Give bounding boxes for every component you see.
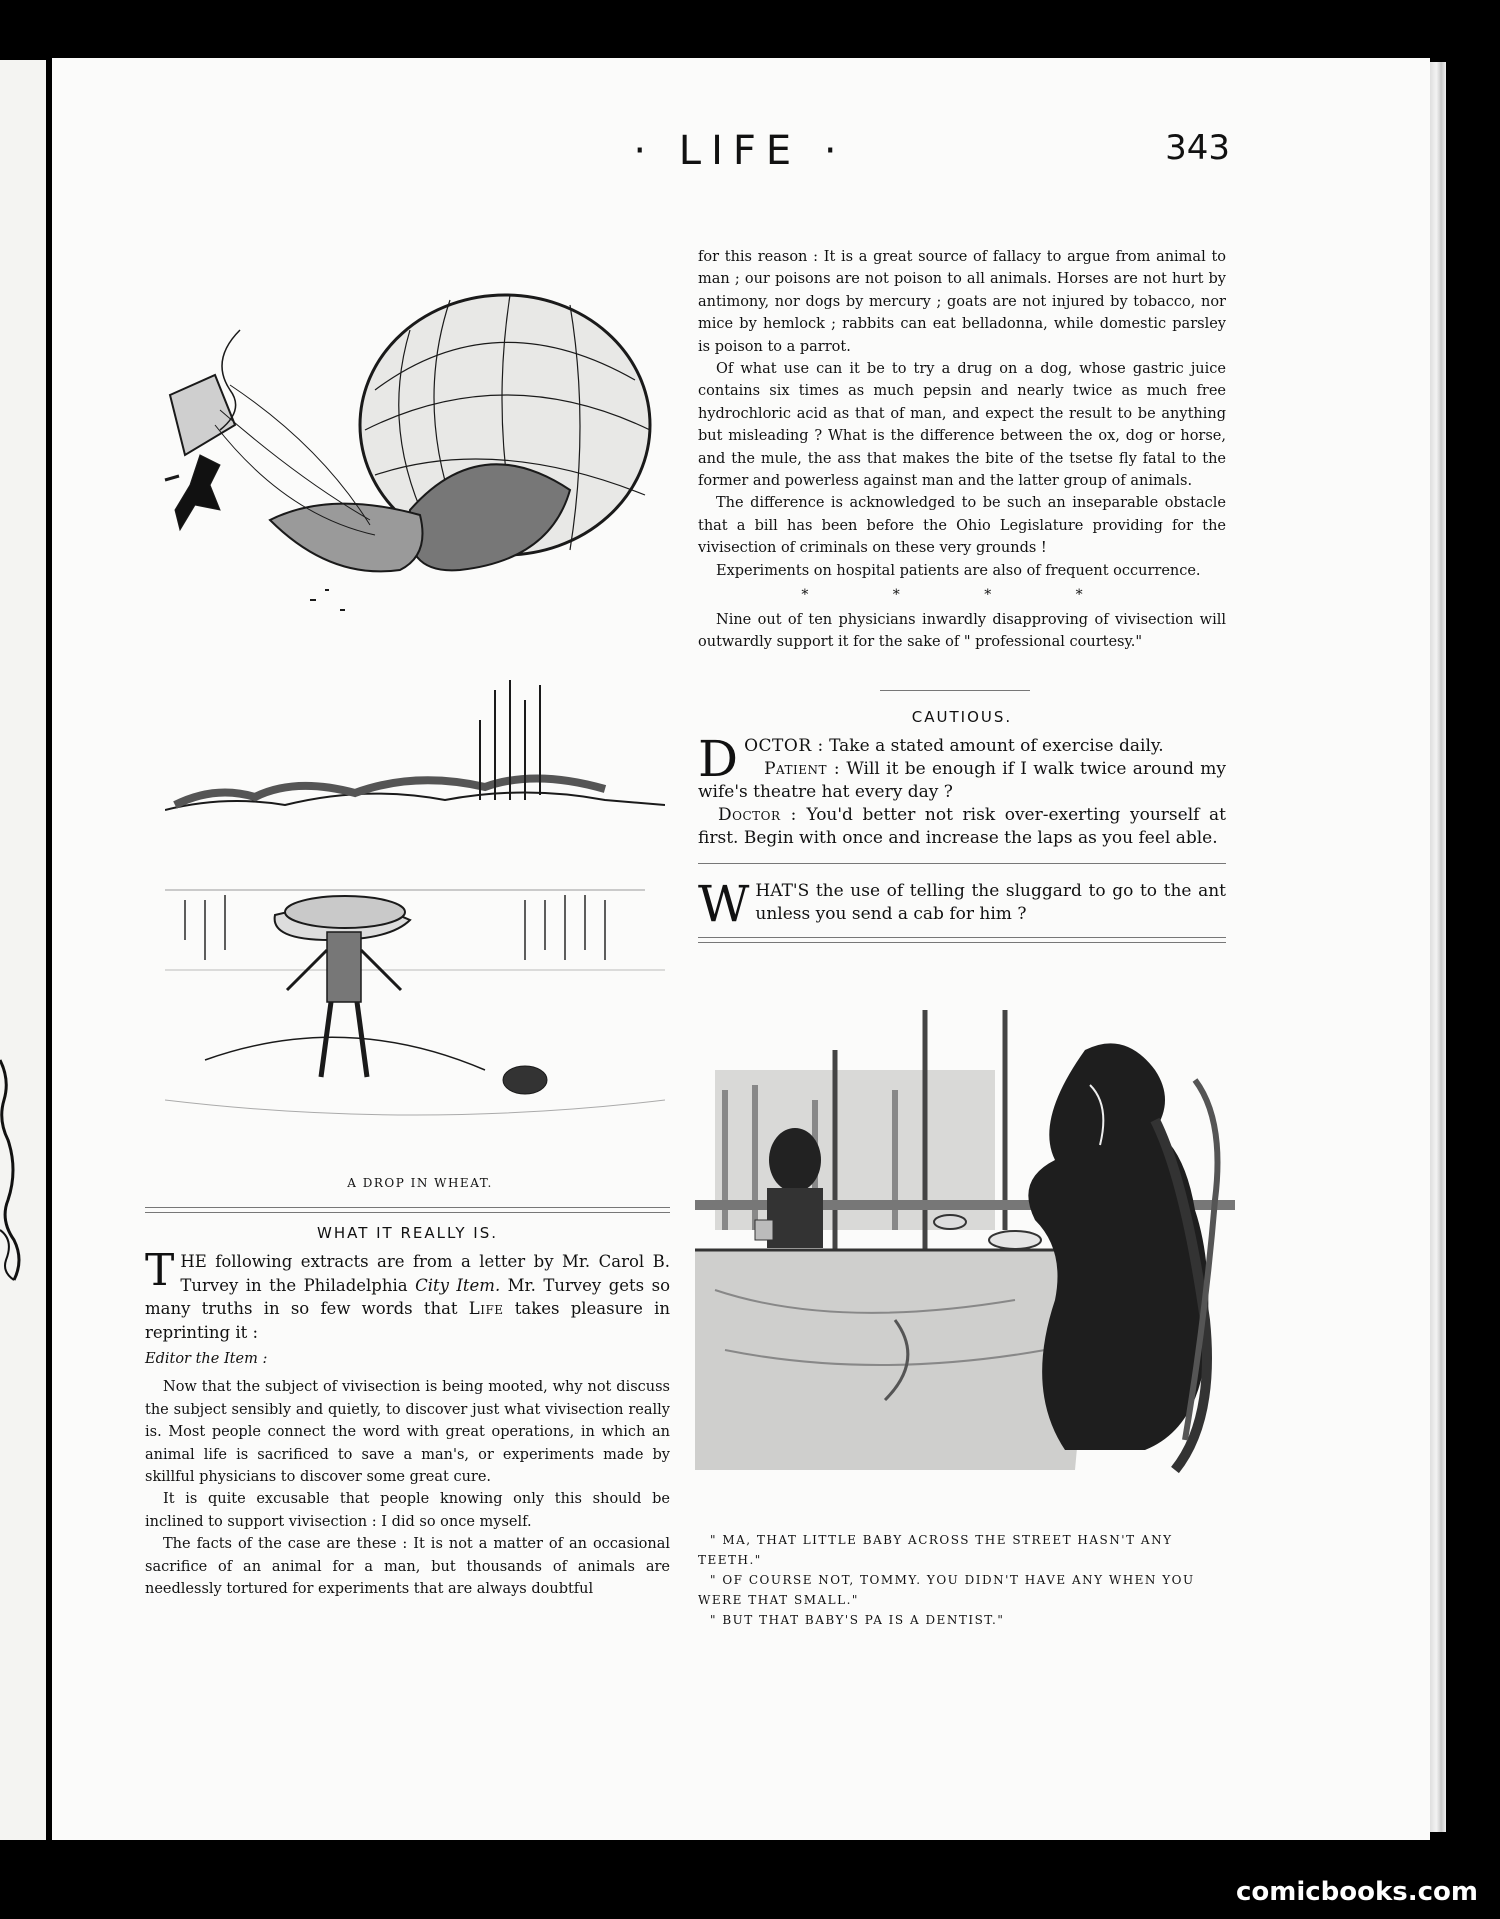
wheat-illustration-caption: A DROP IN WHEAT. xyxy=(347,1176,493,1190)
speaker-patient: Patient : xyxy=(764,759,841,779)
article-paragraph: Now that the subject of vivisection is being mooted, why not discuss the subject sensibly and quietly, to discover just what vivisection really is. Most people connect the word with great operations, in which an animal life is sacrificed to save a man's, or experiments made by skillful physicians to discover some great cure. xyxy=(145,1379,670,1486)
cautious-heading: CAUTIOUS. xyxy=(911,708,1013,726)
sluggard-quip xyxy=(698,875,1226,933)
cautious-dialogue xyxy=(698,730,1226,850)
article-intro-life: Life xyxy=(468,1299,504,1318)
cautious-line-3 xyxy=(698,804,1226,850)
article-intro-part-a: HE following extracts are from a letter by Mr. Carol B. Turvey in the Philadelphia xyxy=(180,1252,670,1295)
article-salutation: Editor the Item : xyxy=(145,1351,268,1367)
masthead-title: · LIFE · xyxy=(633,128,847,174)
divider-rule xyxy=(145,1207,670,1213)
section-stars: * * * * xyxy=(801,587,1123,604)
cautious-line-3-text: You'd better not risk over-exerting yourself at first. Begin with once and increase the laps as you feel able. xyxy=(698,805,1226,848)
dropcap-d: D xyxy=(698,730,739,788)
article-intro xyxy=(145,1245,670,1344)
dropcap-t: T xyxy=(145,1245,175,1296)
article-intro-part-b: Mr. Turvey gets so many truths in so few words that xyxy=(145,1275,670,1318)
article-intro-italic: City Item. xyxy=(415,1275,501,1295)
caption-line: " MA, THAT LITTLE BABY ACROSS THE STREET HASN'T ANY TEETH." xyxy=(698,1533,1173,1567)
article-intro-part-c: takes pleasure in reprinting it : xyxy=(145,1299,670,1342)
article-paragraph: Experiments on hospital patients are also of frequent occurrence. xyxy=(716,562,1201,579)
facing-page-ink-marks xyxy=(0,60,46,1840)
article-paragraph: Of what use can it be to try a drug on a dog, whose gastric juice contains six times as much pepsin and nearly twice as much free hydrochloric acid as that of man, and expect the result to be anything but misleading ? What is the difference between the ox, dog or horse, and the mule, the ass that makes the bite of the tsetse fly fatal to the former and powerless against man and the latter group of animals. xyxy=(698,361,1226,490)
divider-rule xyxy=(698,863,1226,864)
article-right-column xyxy=(698,246,1226,653)
article-continuation: for this reason : It is a great source of fallacy to argue from animal to man ; our poisons are not poison to all animals. Horses are not hurt by antimony, nor dogs by mercury ; goats are not injured by tobacco, nor mice by hemlock ; rabbits can eat belladonna, while domestic parsley is poison to a parrot. xyxy=(698,249,1226,355)
cautious-line-1-text: Take a stated amount of exercise daily. xyxy=(823,736,1164,756)
article-paragraph: The difference is acknowledged to be such an inseparable obstacle that a bill has been before the Ohio Legislature providing for the vivisection of criminals on these very grounds ! xyxy=(698,495,1226,557)
breakfast-dialogue-caption xyxy=(698,1530,1228,1630)
article-left-column xyxy=(145,1245,670,1600)
article-paragraph: The facts of the case are these : It is not a matter of an occasional sacrifice of an animal for a man, but thousands of animals are needlessly tortured for experiments that are always doubtful xyxy=(145,1536,670,1598)
cautious-line-2-text: Will it be enough if I walk twice around my wife's theatre hat every day ? xyxy=(698,759,1226,802)
article-paragraph: It is quite excusable that people knowing only this should be inclined to support vivisection : I did so once myself. xyxy=(145,1491,670,1530)
article-closing: Nine out of ten physicians inwardly disapproving of vivisection will outwardly support it for the sake of " professional courtesy." xyxy=(698,611,1226,650)
balloon-illustration xyxy=(160,280,660,620)
article-heading: WHAT IT REALLY IS. xyxy=(316,1224,499,1242)
page-stack-edge xyxy=(1430,62,1446,1832)
divider-rule xyxy=(698,937,1226,943)
dropcap-w: W xyxy=(698,875,750,933)
cautious-line-2 xyxy=(698,758,1226,804)
site-watermark: comicbooks.com xyxy=(1235,1877,1478,1907)
short-rule xyxy=(880,690,1030,691)
breakfast-table-illustration xyxy=(695,990,1235,1490)
page-number: 343 xyxy=(1165,128,1230,168)
wheat-field-illustration xyxy=(165,630,665,1150)
caption-line: " OF COURSE NOT, TOMMY. YOU DIDN'T HAVE ANY WHEN YOU WERE THAT SMALL." xyxy=(698,1573,1195,1607)
sluggard-text: HAT'S the use of telling the sluggard to go to the ant unless you send a cab for him ? xyxy=(755,881,1226,924)
facing-page-edge xyxy=(0,60,46,1840)
caption-line: " BUT THAT BABY'S PA IS A DENTIST." xyxy=(710,1613,1005,1627)
speaker-doctor: Doctor : xyxy=(718,805,797,825)
speaker-doctor: OCTOR : xyxy=(744,736,824,756)
